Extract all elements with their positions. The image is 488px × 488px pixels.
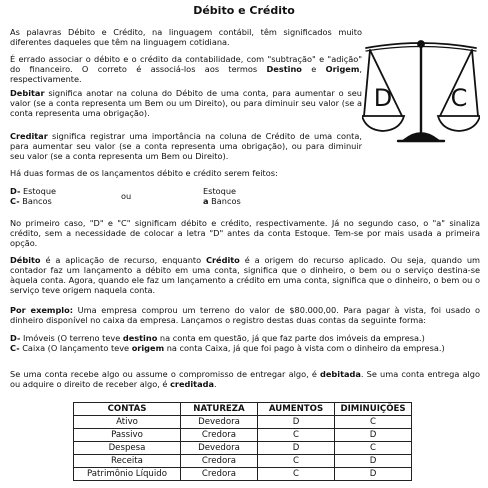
paragraph-example-entries [10,333,480,353]
table-cell: Patrimônio Líquido [74,468,181,481]
table-row [74,416,412,429]
entry-debit-line: D- Estoque [10,186,57,196]
entry-alt-line-2: a Bancos [203,196,241,206]
entry-credit-line: C- Bancos [10,196,52,206]
table-cell: Credora [181,455,258,468]
table-cell: C [258,429,335,442]
table-row [74,455,412,468]
balance-scale-icon [362,34,480,152]
paragraph-example: Por exemplo: Uma empresa comprou um terreno do valor de $80.000,00. Para pagar à vista, foi usado o dinheiro disponível no caixa da empresa. Lançamos o registro destas duas contas da seguinte forma: [10,305,480,325]
example-credit-line: C- Caixa (O lançamento teve origem na conta Caixa, já que foi pago à vista com o dinheiro da empresa.) [10,343,445,353]
paragraph-creditar: Creditar significa registrar uma importância na coluna de Crédito de uma conta, para aumentar seu valor (se a conta representa uma obrigação), ou para diminuir seu valor (se a conta representa um Bem ou Direito). [10,131,362,161]
table-cell: D [335,429,412,442]
table-cell: D [258,442,335,455]
table-cell: Passivo [74,429,181,442]
table-header-row [74,403,412,416]
paragraph-two-forms: Há duas formas de os lançamentos débito e crédito serem feitos: [10,168,278,178]
accounts-table [73,402,412,481]
table-cell: Credora [181,429,258,442]
table-cell: Receita [74,455,181,468]
table-cell: Despesa [74,442,181,455]
paragraph-destino-origem: É errado associar o débito e o crédito da contabilidade, com "subtração" e "adição" do financeiro. O correto é associá-los aos termos Destino e Origem, respectivamente. [10,54,362,84]
table-cell: Ativo [74,416,181,429]
scale-right-label: C [450,84,468,112]
table-cell: C [258,468,335,481]
table-cell: Devedora [181,416,258,429]
table-cell: Devedora [181,442,258,455]
page-title: Débito e Crédito [193,4,295,17]
table-row [74,442,412,455]
paragraph-intro: As palavras Débito e Crédito, na linguagem contábil, têm significados muito diferentes daqueles que têm na linguagem cotidiana. [10,27,362,47]
table-row [74,468,412,481]
table-cell: D [258,416,335,429]
table-header-cell: CONTAS [74,403,181,416]
example-debit-line: D- Imóveis (O terreno teve destino na conta em questão, já que faz parte dos imóveis da empresa.) [10,333,425,343]
table-header-cell: AUMENTOS [258,403,335,416]
table-cell: C [335,442,412,455]
table-cell: C [258,455,335,468]
table-header-cell: DIMINUIÇÕES [335,403,412,416]
paragraph-debitar: Debitar significa anotar na coluna do Débito de uma conta, para aumentar o seu valor (se a conta representa um Bem ou um Direito), ou para diminuir seu valor (se a conta representa uma obrigação). [10,88,362,118]
paragraph-debito-credito: Débito é a aplicação de recurso, enquanto Crédito é a origem do recurso aplicado. Ou seja, quando um contador faz um lançamento a débito em uma conta, significa que o dinheiro, o bem ou o serviço destina-se àquela conta. Agora, quando ele faz um lançamento a crédito em uma conta, significa que o dinheiro, o bem ou o serviço teve origem naquela conta. [10,255,480,295]
entry-alt-line-1: Estoque [203,186,237,196]
entry-or: ou [121,191,132,201]
table-cell: Credora [181,468,258,481]
paragraph-debitada-creditada: Se uma conta recebe algo ou assume o compromisso de entregar algo, é debitada. Se uma conta entrega algo ou adquire o direito de receber algo, é creditada. [10,369,480,389]
table-cell: C [335,416,412,429]
table-cell: D [335,468,412,481]
table-row [74,429,412,442]
table-header-cell: NATUREZA [181,403,258,416]
paragraph-first-case: No primeiro caso, "D" e "C" significam débito e crédito, respectivamente. Já no segundo caso, o "a" sinaliza crédito, sem a necessidade de colocar a letra "D" antes da conta Estoque. Tem-se por mais usada a primeira opção. [10,218,480,248]
scale-left-label: D [373,84,393,112]
table-cell: D [335,455,412,468]
